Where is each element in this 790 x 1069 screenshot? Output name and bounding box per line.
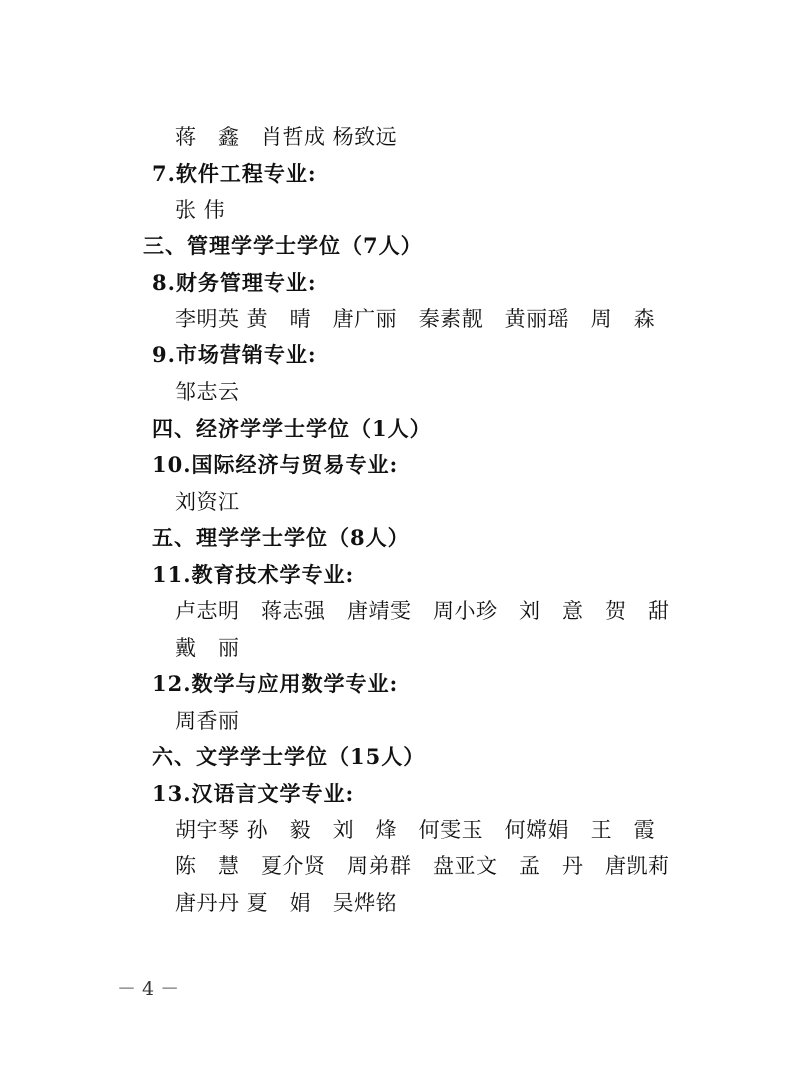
line-4: 三、管理学学士学位（7人） [143,233,423,258]
line-19: 13.汉语言文学专业: [152,781,355,806]
line-20: 胡宇琴 孙 毅 刘 烽 何雯玉 何嫦娟 王 霞 [175,818,656,842]
line-3: 张 伟 [175,198,226,222]
line-16: 12.数学与应用数学专业: [152,671,399,696]
line-12: 五、理学学士学位（8人） [152,525,410,550]
line-9: 四、经济学学士学位（1人） [152,416,432,441]
line-17: 周香丽 [175,709,240,733]
line-2: 7.软件工程专业: [152,161,317,186]
line-11: 刘资江 [175,490,240,514]
line-7: 9.市场营销专业: [152,342,317,367]
line-5: 8.财务管理专业: [152,270,317,295]
line-6: 李明英 黄 晴 唐广丽 秦素靓 黄丽瑶 周 森 [175,307,656,331]
line-15: 戴 丽 [175,636,240,660]
line-13: 11.教育技术学专业: [152,562,355,587]
line-8: 邹志云 [175,380,240,404]
line-18: 六、文学学士学位（15人） [152,744,426,769]
page-number: － 4 － [117,978,180,1000]
line-21: 陈 慧 夏介贤 周弟群 盘亚文 孟 丹 唐凯莉 [175,854,670,878]
line-22: 唐丹丹 夏 娟 吴烨铭 [175,891,398,915]
line-1: 蒋 鑫 肖哲成 杨致远 [175,125,398,149]
line-14: 卢志明 蒋志强 唐靖雯 周小珍 刘 意 贺 甜 [175,599,670,623]
line-10: 10.国际经济与贸易专业: [152,452,399,477]
